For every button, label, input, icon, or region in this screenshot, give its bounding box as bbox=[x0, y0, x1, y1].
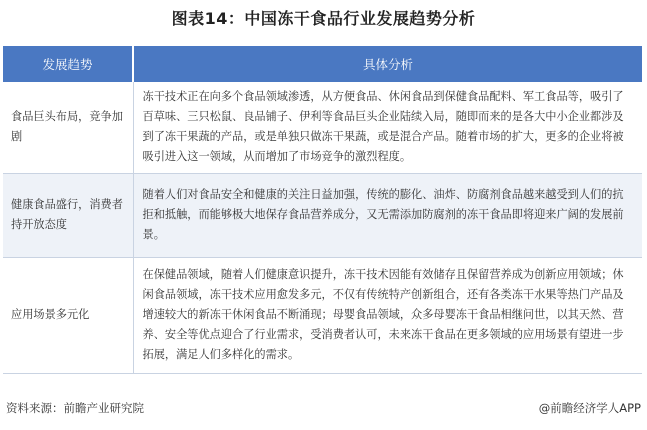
chart-title: 图表14：中国冻干食品行业发展趋势分析 bbox=[171, 9, 476, 28]
header-trend: 发展趋势 bbox=[3, 46, 133, 82]
table-row bbox=[3, 173, 642, 257]
table-header-row bbox=[3, 46, 642, 82]
table-row bbox=[3, 82, 642, 173]
table-row bbox=[3, 257, 642, 373]
trend-cell: 应用场景多元化 bbox=[3, 257, 133, 373]
analysis-cell: 随着人们对食品安全和健康的关注日益加强，传统的膨化、油炸、防腐剂食品越来越受到人们的抗拒和抵触，而能够极大地保存食品营养成分，又无需添加防腐剂的冻干食品即将迎来广阔的发展前景。 bbox=[133, 173, 642, 257]
analysis-cell: 冻干技术正在向多个食品领域渗透，从方便食品、休闲食品到保健食品配料、军工食品等，吸引了百草味、三只松鼠、良品铺子、伊利等食品巨头企业陆续入局，随即而来的是各大中小企业都涉及到了冻干果蔬的产品，或是单独只做冻干果蔬，或是混合产品。随着市场的扩大，更多的企业将被吸引进入这一领域，从而增加了市场竞争的激烈程度。 bbox=[133, 82, 642, 173]
brand-credit: @前瞻经济学人APP bbox=[538, 401, 641, 415]
header-analysis: 具体分析 bbox=[133, 46, 642, 82]
trend-cell: 食品巨头布局，竞争加剧 bbox=[3, 82, 133, 173]
source-note: 资料来源：前瞻产业研究院 bbox=[6, 401, 144, 415]
analysis-cell: 在保健品领域，随着人们健康意识提升，冻干技术因能有效储存且保留营养成为创新应用领域；休闲食品领域，冻干技术应用愈发多元，不仅有传统特产创新组合，还有各类冻干水果等热门产品及增速较大的新冻干休闲食品不断涌现；母婴食品领域，众多母婴冻干食品相继问世，以其天然、营养、安全等优点迎合了行业需求，受消费者认可，未来冻干食品在更多领域的应用场景有望进一步拓展，满足人们多样化的需求。 bbox=[133, 257, 642, 373]
trend-table bbox=[3, 46, 642, 374]
trend-cell: 健康食品盛行，消费者持开放态度 bbox=[3, 173, 133, 257]
